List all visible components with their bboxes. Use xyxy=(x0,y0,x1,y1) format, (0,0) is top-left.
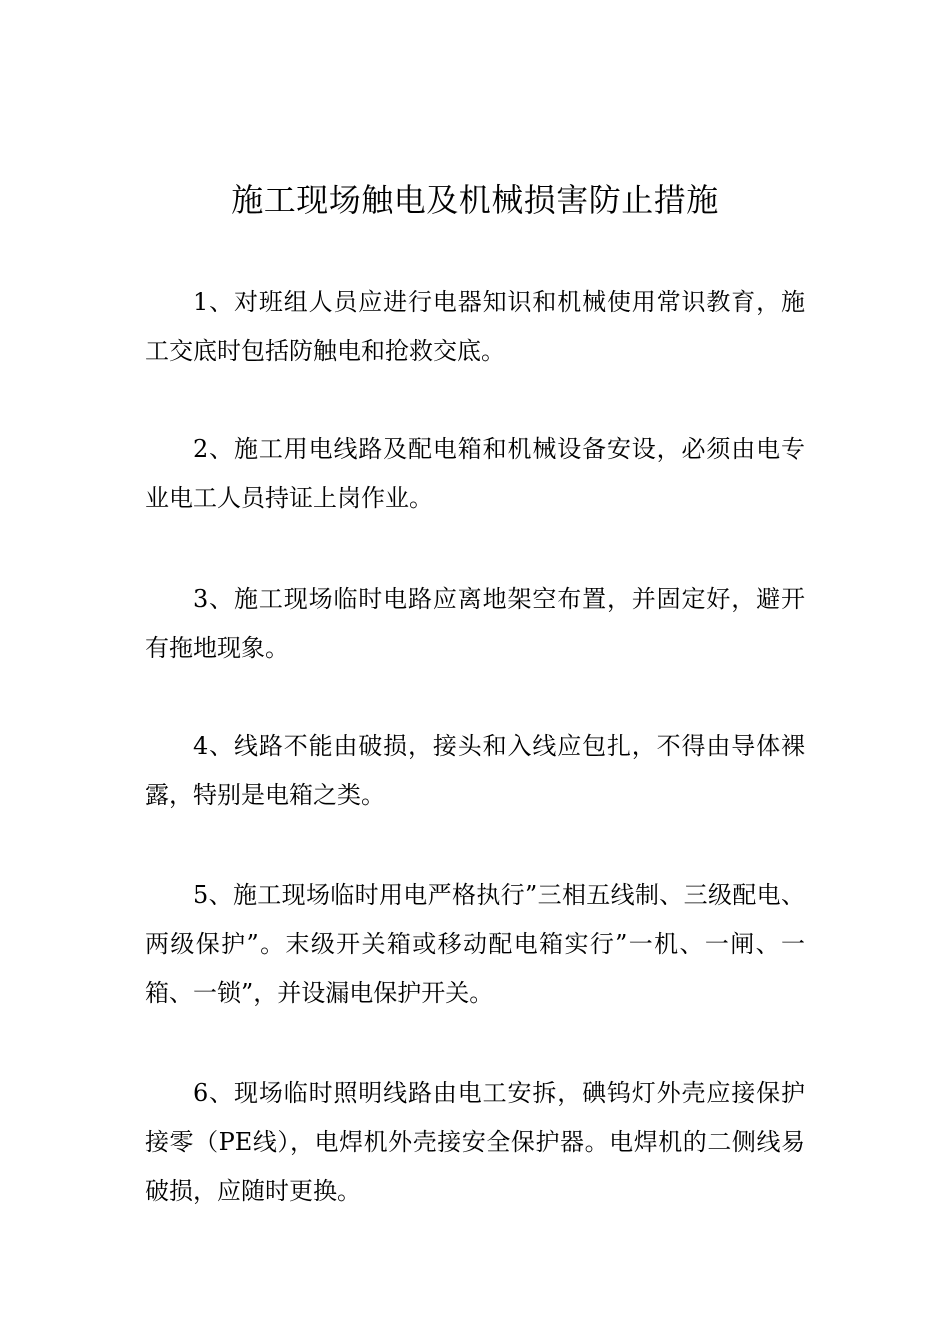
paragraph-6: 6、现场临时照明线路由电工安拆，碘钨灯外壳应接保护接零（PE线），电焊机外壳接安全保护器。电焊机的二侧线易破损，应随时更换。 xyxy=(145,1079,805,1205)
paragraph-4: 4、线路不能由破损，接头和入线应包扎，不得由导体裸露，特别是电箱之类。 xyxy=(145,732,805,809)
paragraph-5: 5、施工现场临时用电严格执行”三相五线制、三级配电、两级保护”。末级开关箱或移动配电箱实行”一机、一闸、一箱、一锁”，并设漏电保护开关。 xyxy=(145,881,805,1007)
document-title: 施工现场触电及机械损害防止措施 xyxy=(231,181,719,219)
paragraph-3: 3、施工现场临时电路应离地架空布置，并固定好，避开有拖地现象。 xyxy=(145,585,805,662)
paragraph-1: 1、对班组人员应进行电器知识和机械使用常识教育，施工交底时包括防触电和抢救交底。 xyxy=(145,288,805,365)
paragraph-2: 2、施工用电线路及配电箱和机械设备安设，必须由电专业电工人员持证上岗作业。 xyxy=(145,435,805,512)
